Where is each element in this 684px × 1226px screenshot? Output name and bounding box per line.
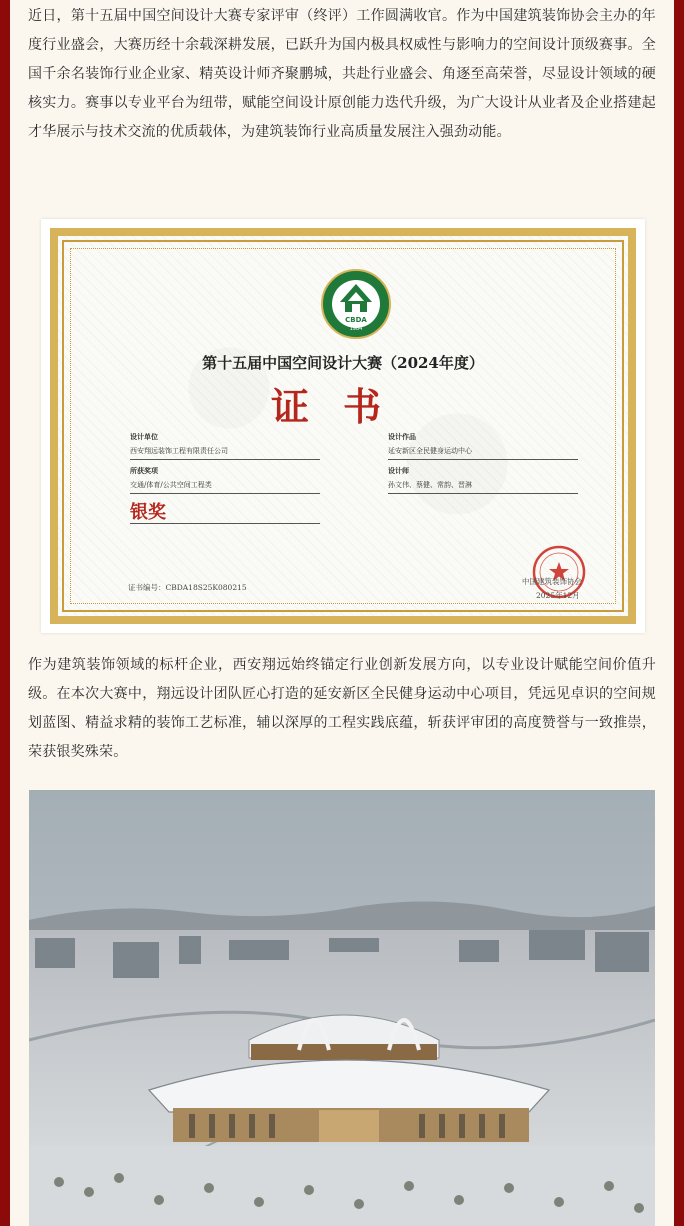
award-category-value: 交通/体育/公共空间工程类 — [130, 480, 320, 494]
article-page — [10, 0, 674, 1226]
issuer-block — [522, 575, 582, 603]
designer-field — [388, 466, 578, 494]
design-unit-value: 西安翔远装饰工程有限责任公司 — [130, 446, 320, 460]
issue-date: 2025年12月 — [536, 591, 580, 600]
award-level: 银奖 — [130, 502, 166, 523]
award-underline — [130, 523, 320, 524]
certificate-number: 证书编号：CBDA18S25K080215 — [128, 583, 247, 592]
certificate-heading: 证书 — [270, 384, 415, 429]
design-unit-label: 设计单位 — [130, 432, 158, 441]
company-paragraph: 作为建筑装饰领域的标杆企业，西安翔远始终锚定行业创新发展方向，以专业设计赋能空间价值升级。在本次大赛中，翔远设计团队匠心打造的延安新区全民健身运动中心项目，凭远见卓识的空间规划蓝图、精益求精的装饰工艺标准，辅以深厚的工程实践底蕴，斩获评审团的高度赞誉与一致推崇，荣获银奖殊荣。 — [28, 657, 656, 760]
design-unit-field — [130, 432, 320, 460]
certificate — [50, 228, 636, 624]
design-work-field — [388, 432, 578, 460]
award-category-field — [130, 466, 320, 494]
logo-year: 1984 — [349, 326, 363, 332]
cbda-logo-icon — [320, 268, 392, 340]
intro-paragraph: 近日，第十五届中国空间设计大赛专家评审（终评）工作圆满收官。作为中国建筑装饰协会主办的年度行业盛会，大赛历经十余载深耕发展，已跃升为国内极具权威性与影响力的空间设计顶级赛事。全国千余名装饰行业企业家、精英设计师齐聚鹏城，共赴行业盛会、角逐至高荣誉，尽显设计领域的硬核实力。赛事以专业平台为纽带，赋能空间设计原创能力迭代升级，为广大设计从业者及企业搭建起才华展示与技术交流的优质载体，为建筑装饰行业高质量发展注入强劲动能。 — [28, 8, 656, 140]
designer-value: 孙文伟、蔡健、常韵、晋淋 — [388, 480, 578, 494]
designer-label: 设计师 — [388, 466, 409, 475]
issuer-name: 中国建筑装饰协会 — [522, 577, 582, 586]
design-work-label: 设计作品 — [388, 432, 416, 441]
stadium-aerial-photo — [29, 790, 655, 1226]
award-category-label: 所获奖项 — [130, 466, 158, 475]
logo-text: CBDA — [345, 316, 367, 324]
design-work-value: 延安新区全民健身运动中心 — [388, 446, 578, 460]
certificate-title: 第十五届中国空间设计大赛（2024年度） — [202, 354, 484, 372]
certificate-image — [41, 219, 645, 633]
